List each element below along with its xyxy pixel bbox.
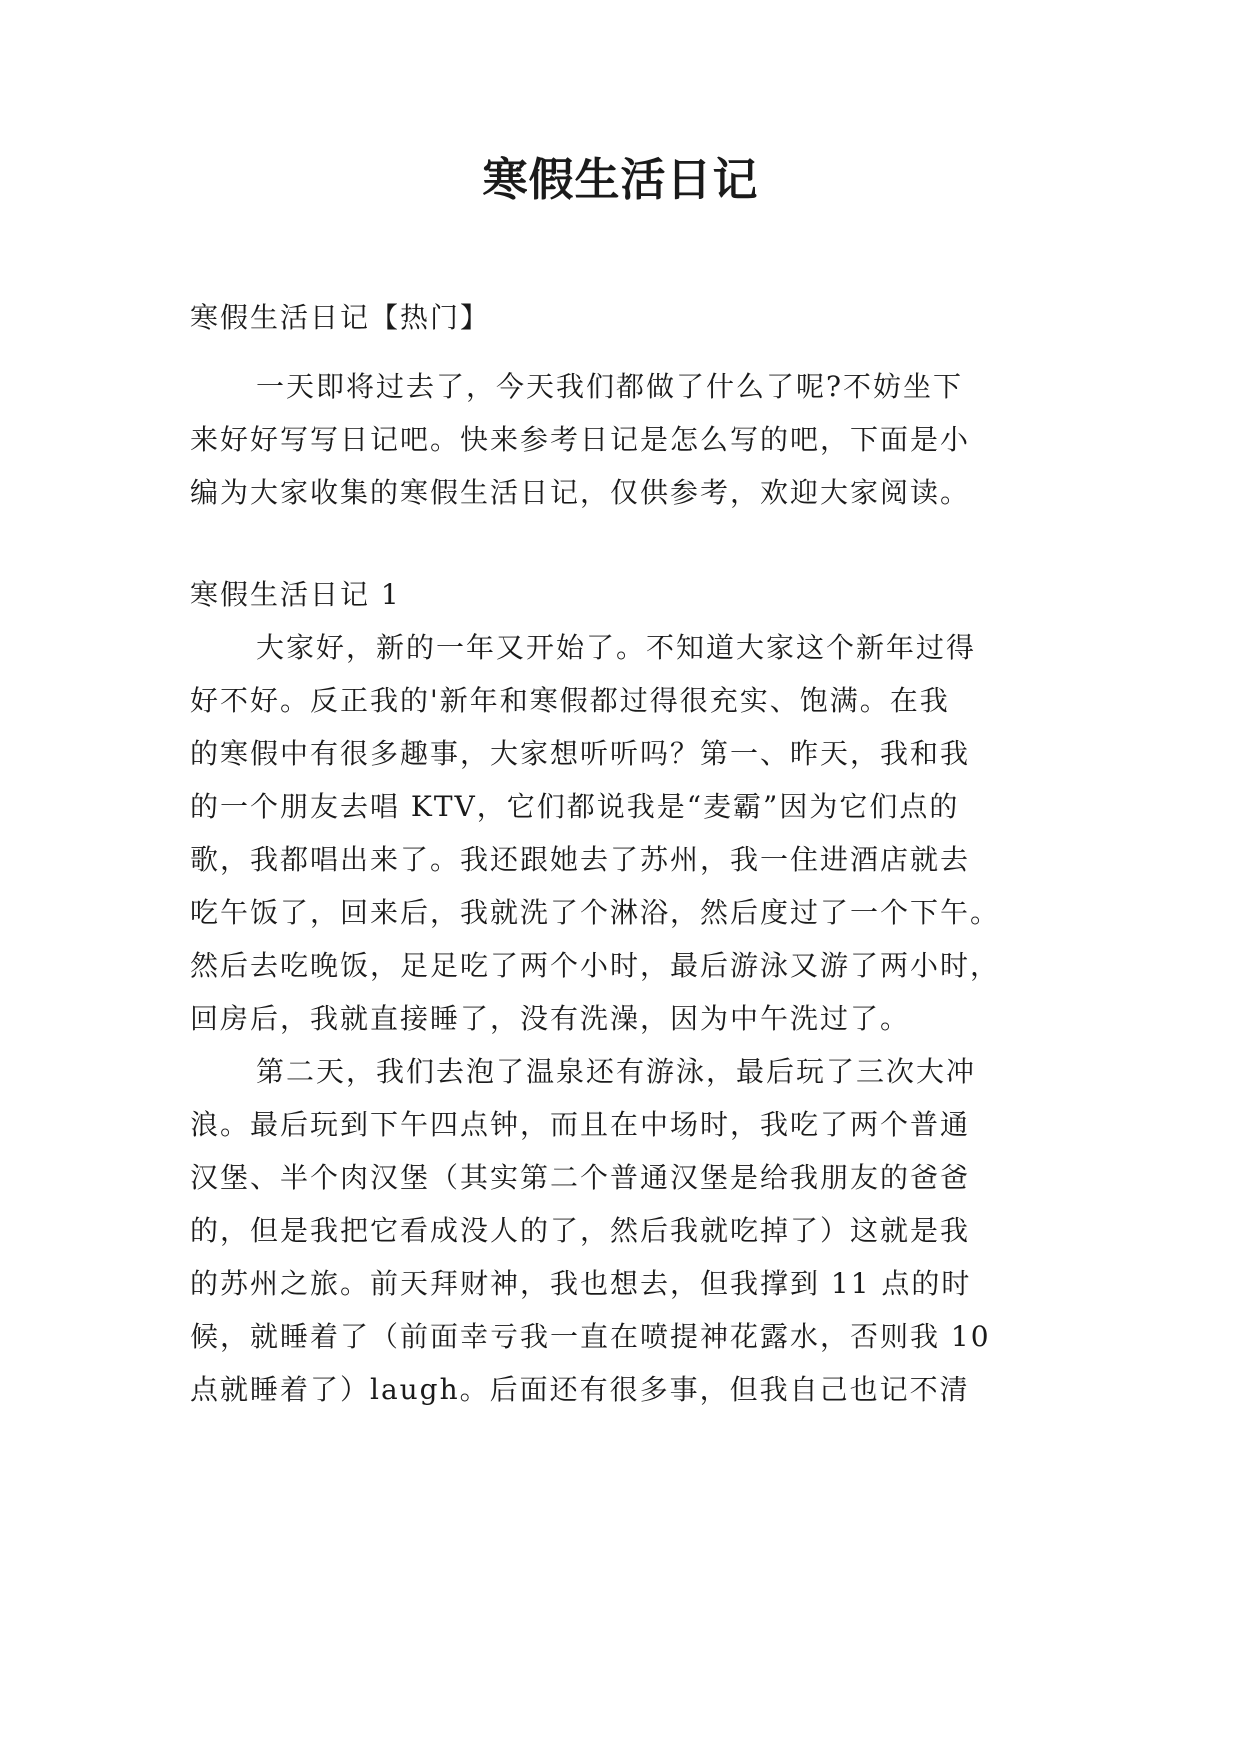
paragraph-line: 然后去吃晚饭，足足吃了两个小时，最后游泳又游了两小时， bbox=[190, 949, 1001, 982]
paragraph-line: 的一个朋友去唱 KTV，它们都说我是“麦霸”因为它们点的 bbox=[190, 790, 960, 823]
paragraph-line: 浪。最后玩到下午四点钟，而且在中场时，我吃了两个普通 bbox=[190, 1108, 971, 1141]
paragraph-line: 吃午饭了，回来后，我就洗了个淋浴，然后度过了一个下午。 bbox=[190, 896, 1001, 929]
paragraph-line: 回房后，我就直接睡了，没有洗澡，因为中午洗过了。 bbox=[190, 1002, 911, 1035]
paragraph-line: 好不好。反正我的'新年和寒假都过得很充实、饱满。在我 bbox=[190, 684, 950, 717]
paragraph-line: 第二天，我们去泡了温泉还有游泳，最后玩了三次大冲 bbox=[256, 1055, 977, 1088]
paragraph-line: 大家好，新的一年又开始了。不知道大家这个新年过得 bbox=[256, 631, 977, 664]
paragraph-line: 候，就睡着了（前面幸亏我一直在喷提神花露水，否则我 10 bbox=[190, 1320, 991, 1353]
paragraph-line: 歌，我都唱出来了。我还跟她去了苏州，我一住进酒店就去 bbox=[190, 843, 971, 876]
paragraph-line: 的寒假中有很多趣事，大家想听听吗？第一、昨天，我和我 bbox=[190, 737, 971, 770]
paragraph-line: 的苏州之旅。前天拜财神，我也想去，但我撑到 11 点的时 bbox=[190, 1267, 972, 1300]
paragraph-line: 点就睡着了）laugh。后面还有很多事，但我自己也记不清 bbox=[190, 1373, 970, 1406]
paragraph-line: 汉堡、半个肉汉堡（其实第二个普通汉堡是给我朋友的爸爸 bbox=[190, 1161, 971, 1194]
intro-line: 编为大家收集的寒假生活日记，仅供参考，欢迎大家阅读。 bbox=[190, 476, 971, 509]
section-heading: 寒假生活日记 1 bbox=[190, 578, 401, 611]
intro-line: 一天即将过去了，今天我们都做了什么了呢?不妨坐下 bbox=[256, 370, 964, 403]
intro-line: 来好好写写日记吧。快来参考日记是怎么写的吧，下面是小 bbox=[190, 423, 971, 456]
document-title: 寒假生活日记 bbox=[482, 153, 759, 206]
paragraph-line: 的，但是我把它看成没人的了，然后我就吃掉了）这就是我 bbox=[190, 1214, 971, 1247]
document-subtitle: 寒假生活日记【热门】 bbox=[190, 301, 491, 334]
